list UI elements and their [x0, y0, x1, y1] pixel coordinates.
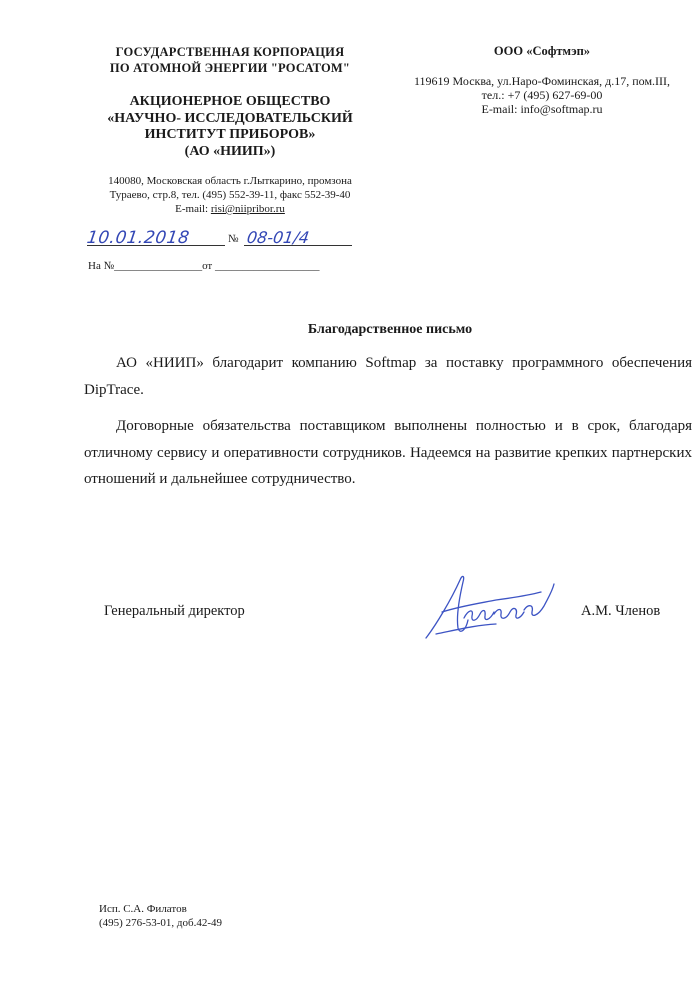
recipient-address: 119619 Москва, ул.Наро-Фоминская, д.17, пом.III, — [413, 74, 671, 88]
registration-date-underline — [87, 245, 225, 246]
signatory-name: А.М. Членов — [581, 603, 661, 619]
recipient-block — [392, 44, 692, 116]
corporation-line-1: ГОСУДАРСТВЕННАЯ КОРПОРАЦИЯ — [115, 45, 345, 59]
registration-number: 08-01/4 — [245, 228, 311, 247]
registration-date: 10.01.2018 — [85, 228, 191, 248]
signatory-role: Генеральный директор — [104, 603, 245, 619]
organization-line-3: ИНСТИТУТ ПРИБОРОВ» — [144, 127, 316, 142]
organization-name — [60, 94, 400, 160]
signature-strokes — [426, 576, 554, 638]
reference-line — [88, 260, 358, 272]
handwritten-signature — [416, 570, 561, 645]
executor-block — [99, 902, 222, 930]
sender-email-row — [60, 202, 400, 216]
sender-address-line-2: Тураево, стр.8, тел. (495) 552-39-11, факс 552-39-40 — [109, 189, 351, 201]
reference-from-value: ___________________ — [215, 260, 320, 272]
reference-label: На № — [88, 260, 115, 272]
executor-name: Исп. С.А. Филатов — [99, 903, 187, 915]
organization-line-4: (АО «НИИП») — [184, 143, 276, 159]
sender-email-link[interactable]: risi@niipribor.ru — [210, 203, 285, 215]
letter-title: Благодарственное письмо — [307, 322, 473, 337]
organization-line-2: «НАУЧНО- ИССЛЕДОВАТЕЛЬСКИЙ — [107, 110, 353, 126]
reference-from-label: от — [202, 260, 213, 272]
sender-address — [60, 174, 400, 216]
registration-line — [87, 228, 357, 250]
organization-line-1: АКЦИОНЕРНОЕ ОБЩЕСТВО — [129, 94, 331, 109]
sender-address-line-1: 140080, Московская область г.Лыткарино, промзона — [108, 175, 352, 187]
sender-email-label: E-mail: — [175, 203, 211, 215]
corporation-name — [60, 44, 400, 76]
registration-number-label: № — [228, 233, 239, 245]
corporation-line-2: ПО АТОМНОЙ ЭНЕРГИИ "РОСАТОМ" — [109, 61, 351, 75]
recipient-name: ООО «Софтмэп» — [493, 44, 591, 58]
sender-block — [60, 44, 400, 216]
letter-body — [84, 350, 692, 503]
letter-paragraph-1: АО «НИИП» благодарит компанию Softmap за поставку программного обеспечения DipTrace. — [84, 355, 692, 398]
letter-paragraph-2: Договорные обязательства поставщиком выполнены полностью и в срок, благодаря отличному сервису и оперативности сотрудников. Надеемся на развитие крепких партнерских отношений и дальнейшее сотрудничество. — [84, 418, 692, 487]
registration-number-underline — [244, 245, 352, 246]
recipient-phone: тел.: +7 (495) 627-69-00 — [481, 88, 603, 102]
reference-value: ________________ — [114, 260, 203, 272]
recipient-email: E-mail: info@softmap.ru — [481, 102, 603, 116]
executor-phone: (495) 276-53-01, доб.42-49 — [99, 917, 223, 929]
